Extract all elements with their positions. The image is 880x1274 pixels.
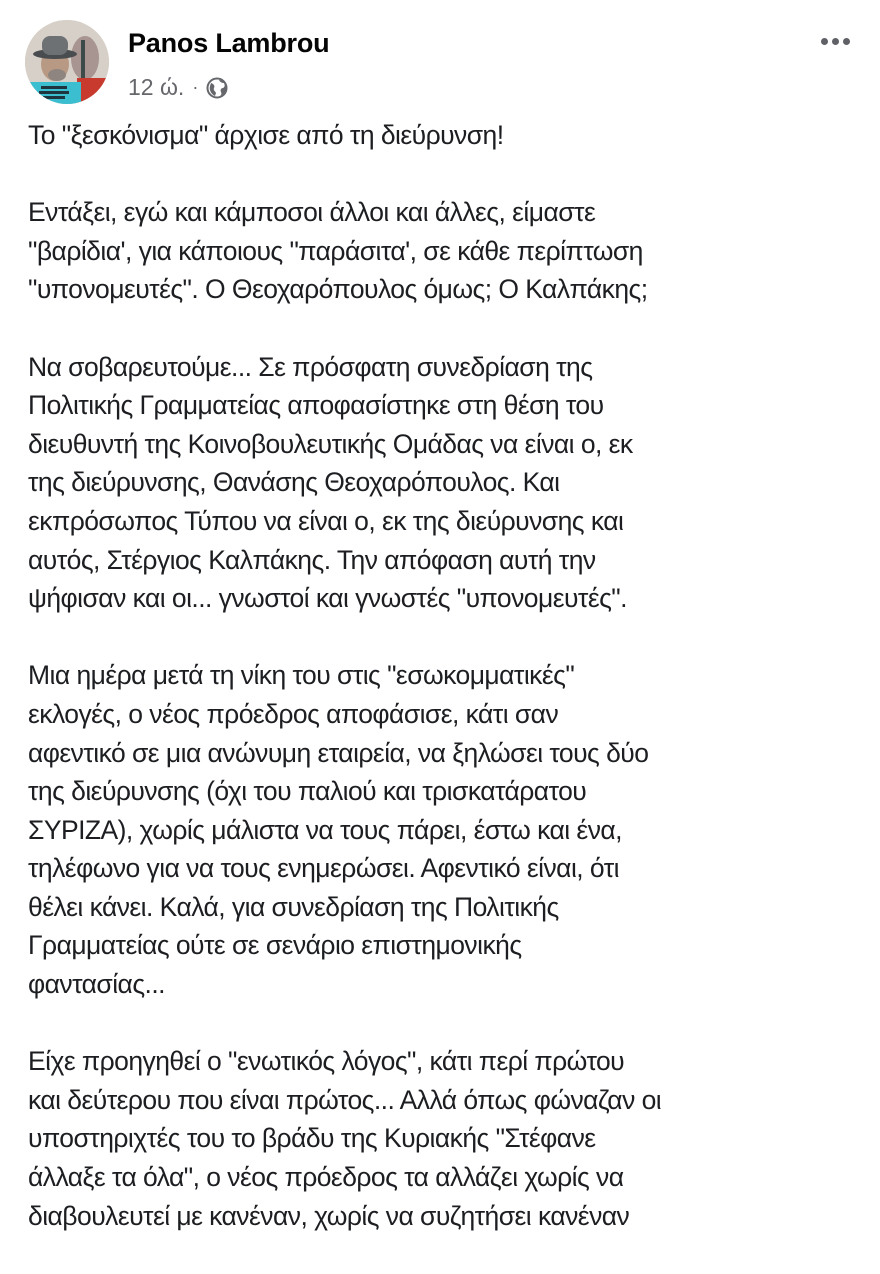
text-line: φαντασίας... <box>28 969 165 1000</box>
text-line: τηλέφωνο για να τους ενημερώσει. Αφεντικό είναι, ότι <box>28 853 619 884</box>
text-line: ψήφισαν και οι... γνωστοί και γνωστές "υπονομευτές". <box>28 583 627 614</box>
text-line: Μια ημέρα μετά τη νίκη του στις "εσωκομματικές" <box>28 660 575 691</box>
post-body <box>28 116 868 1274</box>
text-line: υποστηριχτές του το βράδυ της Κυριακής "Στέφανε <box>28 1123 596 1154</box>
text-line: αφεντικό σε μια ανώνυμη εταιρεία, να ξηλώσει τους δύο <box>28 737 649 768</box>
text-line: θέλει κάνει. Καλά, για συνεδρίαση της Πολιτικής <box>28 891 559 922</box>
more-options-button[interactable] <box>812 28 858 54</box>
text-line: εκλογές, ο νέος πρόεδρος αποφάσισε, κάτι σαν <box>28 698 559 729</box>
author-avatar[interactable] <box>25 20 109 104</box>
post-timestamp[interactable]: 12 ώ. <box>128 74 185 100</box>
text-line: διευθυντή της Κοινοβουλευτικής Ομάδας να είναι ο, εκ <box>28 428 633 459</box>
text-line: "υπονομευτές". Ο Θεοχαρόπουλος όμως; Ο Καλπάκης; <box>28 274 648 305</box>
text-line: εκπρόσωπος Τύπου να είναι ο, εκ της διεύρυνσης και <box>28 505 624 536</box>
post-paragraph <box>28 116 868 155</box>
profile-photo-icon <box>25 20 109 104</box>
text-line: άλλαξε τα όλα", ο νέος πρόεδρος τα αλλάζει χωρίς να <box>28 1162 624 1193</box>
text-line: και δεύτερου που είναι πρώτος... Αλλά όπως φώναζαν οι <box>28 1084 662 1115</box>
text-line: Το "ξεσκόνισμα" άρχισε από τη διεύρυνση! <box>28 120 504 150</box>
meta-separator: · <box>192 77 199 97</box>
text-line: διαβουλευτεί με κανέναν, χωρίς να συζητήσει κανέναν <box>28 1200 630 1231</box>
text-line: Να σοβαρευτούμε... Σε πρόσφατη συνεδρίαση της <box>28 351 593 382</box>
text-line: "βαρίδια', για κάποιους "παράσιτα', σε κάθε περίπτωση <box>28 235 643 266</box>
text-line: της διεύρυνσης, Θανάσης Θεοχαρόπουλος. Και <box>28 467 560 498</box>
more-horizontal-icon-dot <box>821 38 828 45</box>
globe-icon[interactable] <box>206 77 228 99</box>
more-horizontal-icon-dot <box>832 38 839 45</box>
post-meta <box>128 74 228 101</box>
text-line: ΣΥΡΙΖΑ), χωρίς μάλιστα να τους πάρει, έστω και ένα, <box>28 814 622 845</box>
text-line: της διεύρυνσης (όχι του παλιού και τρισκατάρατου <box>28 776 587 807</box>
text-line: Πολιτικής Γραμματείας αποφασίστηκε στη θέση του <box>28 390 604 421</box>
more-horizontal-icon-dot <box>843 38 850 45</box>
text-line: Εντάξει, εγώ και κάμποσοι άλλοι και άλλες, είμαστε <box>28 197 596 228</box>
post-paragraph <box>28 348 868 618</box>
text-line: Είχε προηγηθεί ο "ενωτικός λόγος", κάτι περί πρώτου <box>28 1046 625 1077</box>
text-line: Γραμματείας ούτε σε σενάριο επιστημονικής <box>28 930 522 961</box>
post-paragraph <box>28 193 868 309</box>
author-name[interactable]: Panos Lambrou <box>128 28 330 58</box>
post-paragraph <box>28 1042 868 1235</box>
post-paragraph <box>28 656 868 1003</box>
text-line: αυτός, Στέργιος Καλπάκης. Την απόφαση αυτή την <box>28 544 596 575</box>
